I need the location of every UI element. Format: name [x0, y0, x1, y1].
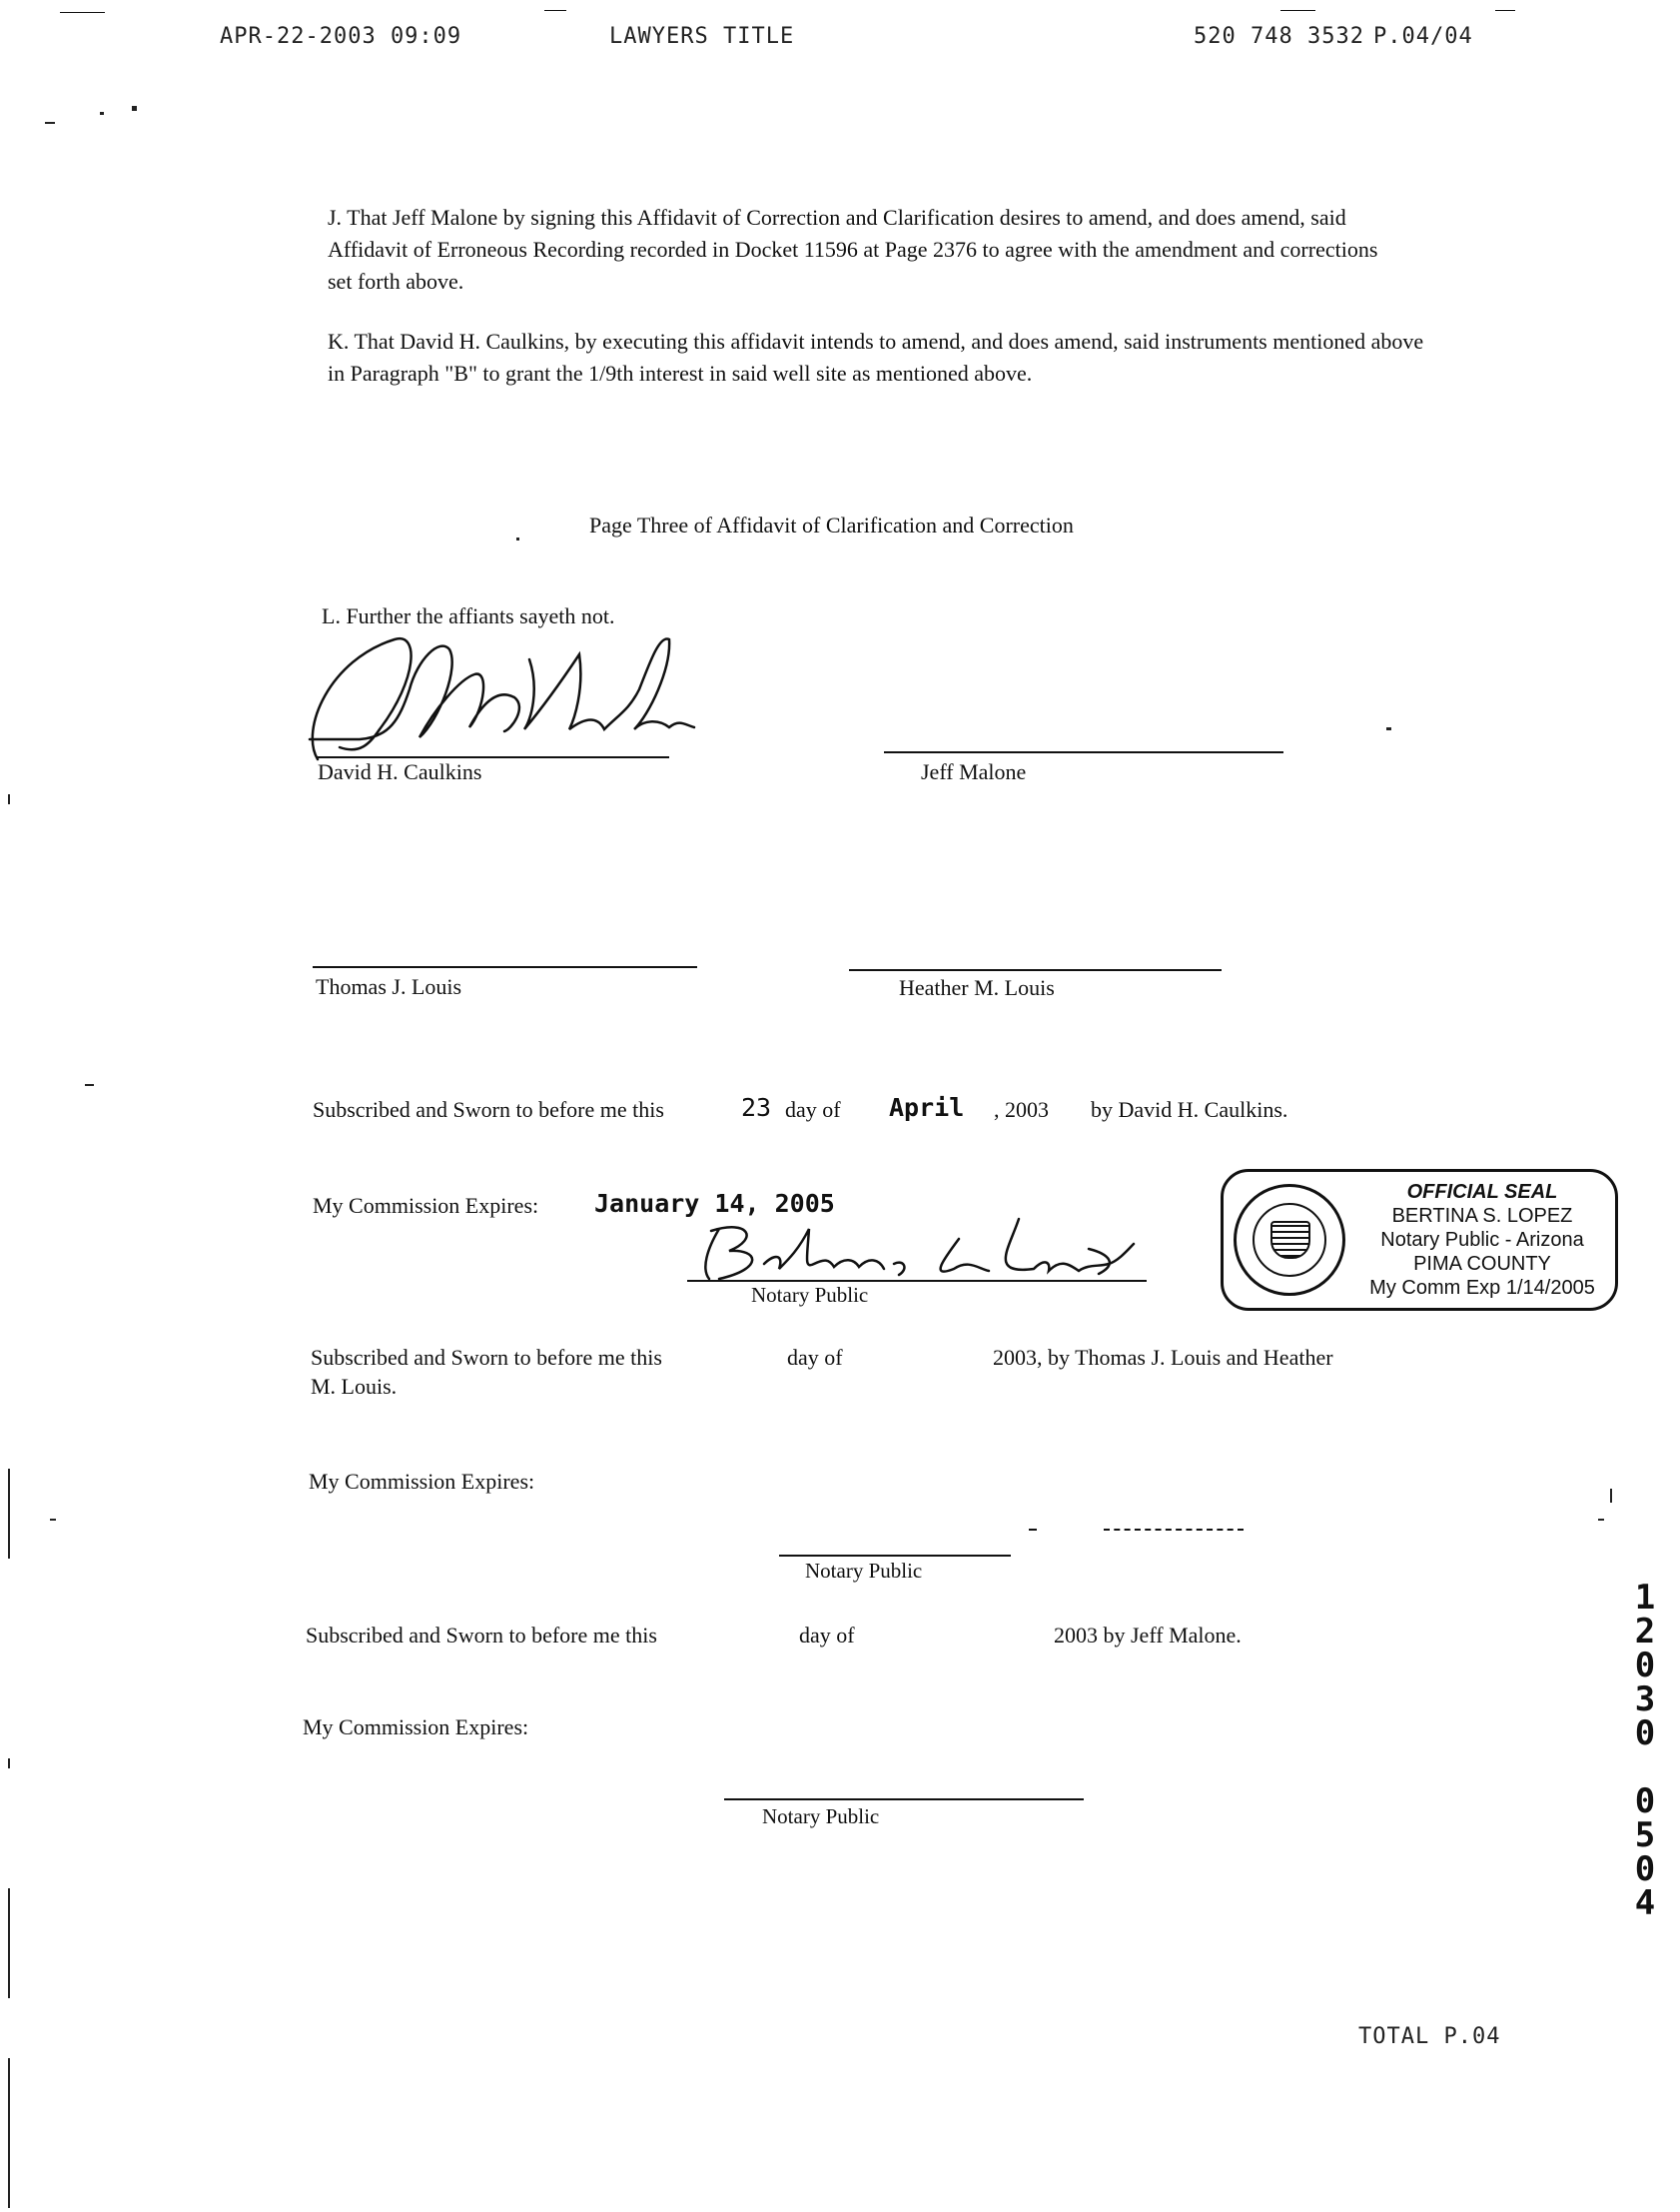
jurat2-cont: M. Louis.: [311, 1374, 398, 1399]
commission2-label: My Commission Expires:: [309, 1469, 535, 1494]
scan-mark: [132, 106, 137, 111]
signatory-heather: Heather M. Louis: [899, 975, 1055, 1000]
scan-mark: [8, 1888, 10, 1998]
commission3-notary-label: Notary Public: [762, 1804, 880, 1828]
header-rule: [1495, 10, 1515, 11]
recording-digit: 5: [1634, 1815, 1656, 1855]
scan-mark: [45, 122, 55, 124]
jurat1-month: April: [889, 1093, 965, 1122]
commission1-label: My Commission Expires:: [313, 1193, 539, 1218]
commission3-label: My Commission Expires:: [303, 1714, 529, 1739]
notary-line-1: [687, 1280, 1147, 1282]
signature-line-thomas: [313, 966, 697, 968]
jurat3-dayof: day of: [799, 1623, 855, 1648]
commission1-date: January 14, 2005: [594, 1189, 835, 1218]
header-rule: [1280, 10, 1315, 11]
scan-mark: [8, 794, 10, 804]
arizona-seal-emblem: [1234, 1184, 1345, 1296]
seal-county: PIMA COUNTY: [1413, 1253, 1551, 1275]
signature-line-caulkins: [318, 756, 669, 758]
seal-state: Notary Public - Arizona: [1380, 1229, 1584, 1251]
jurat2-prefix: Subscribed and Sworn to before me this: [311, 1345, 662, 1370]
scan-mark: [8, 1758, 10, 1768]
scan-mark: [8, 1469, 10, 1559]
notary-line-2: [779, 1555, 1011, 1557]
scan-mark: [100, 112, 104, 115]
recording-digit: 4: [1634, 1883, 1656, 1923]
jurat3-rest: 2003 by Jeff Malone.: [1054, 1623, 1242, 1648]
jurat1-year: , 2003: [994, 1097, 1049, 1122]
commission2-notary-label: Notary Public: [805, 1559, 923, 1583]
signatory-malone: Jeff Malone: [921, 759, 1027, 784]
signature-line-heather: [849, 969, 1222, 971]
header-rule: [544, 10, 566, 11]
fax-total-pages: TOTAL P.04: [1358, 2024, 1501, 2049]
paragraph-j: J. That Jeff Malone by signing this Affidavit of Correction and Clarification desires to amend, and does amend, said Affidavit of Erroneous Recording recorded in Docket 11596 at Page 2376 to agree with the amendment and corrections set forth above.: [328, 205, 1378, 294]
recording-digit: 3: [1634, 1679, 1656, 1719]
jurat1-by: by David H. Caulkins.: [1091, 1097, 1288, 1122]
recording-digit: 2: [1634, 1612, 1656, 1652]
fax-phone: 520 748 3532: [1194, 24, 1364, 49]
seal-title: OFFICIAL SEAL: [1406, 1181, 1558, 1203]
signatory-thomas: Thomas J. Louis: [316, 974, 462, 999]
paragraph-k: K. That David H. Caulkins, by executing this affidavit intends to amend, and does amend, said instruments mentioned above in Paragraph "B" to grant the 1/9th interest in said well site as mentioned above.: [328, 329, 1424, 386]
fax-sender: LAWYERS TITLE: [609, 24, 795, 49]
seal-expiry: My Comm Exp 1/14/2005: [1369, 1277, 1595, 1299]
scan-mark: [8, 2058, 10, 2208]
page-caption: Page Three of Affidavit of Clarification and Correction: [589, 513, 1074, 538]
seal-notary-name: BERTINA S. LOPEZ: [1391, 1205, 1573, 1227]
commission1-notary-label: Notary Public: [751, 1283, 869, 1307]
scan-mark: [1386, 727, 1391, 730]
recording-digit: 0: [1634, 1781, 1656, 1821]
scan-mark: [1104, 1529, 1244, 1531]
signature-line-malone: [884, 751, 1283, 753]
header-rule: [60, 12, 105, 13]
recording-digit: 0: [1634, 1849, 1656, 1889]
fax-datetime: APR-22-2003 09:09: [220, 24, 462, 49]
further-statement: L. Further the affiants sayeth not.: [322, 603, 615, 628]
scan-mark: [1029, 1529, 1037, 1531]
jurat1-prefix: Subscribed and Sworn to before me this: [313, 1097, 664, 1122]
jurat3-prefix: Subscribed and Sworn to before me this: [306, 1623, 657, 1648]
official-seal: [1221, 1169, 1618, 1311]
notary-line-3: [724, 1798, 1084, 1800]
recording-digit: 1: [1634, 1578, 1656, 1618]
signatory-caulkins: David H. Caulkins: [318, 759, 482, 784]
scan-mark: [1610, 1489, 1612, 1503]
scan-mark: [516, 538, 519, 541]
scan-mark: [50, 1519, 56, 1521]
jurat1-dayof: day of: [785, 1097, 841, 1122]
scan-mark: [1598, 1519, 1604, 1521]
recording-digit: 0: [1634, 1646, 1656, 1685]
notary-signature: [689, 1209, 1139, 1289]
caulkins-signature: [300, 619, 699, 769]
recording-digit: 0: [1634, 1713, 1656, 1753]
jurat2-rest: 2003, by Thomas J. Louis and Heather: [993, 1345, 1333, 1370]
jurat1-day: 23: [741, 1093, 772, 1122]
jurat2-dayof: day of: [787, 1345, 843, 1370]
fax-page: P.04/04: [1373, 24, 1473, 49]
scan-mark: [85, 1084, 94, 1086]
